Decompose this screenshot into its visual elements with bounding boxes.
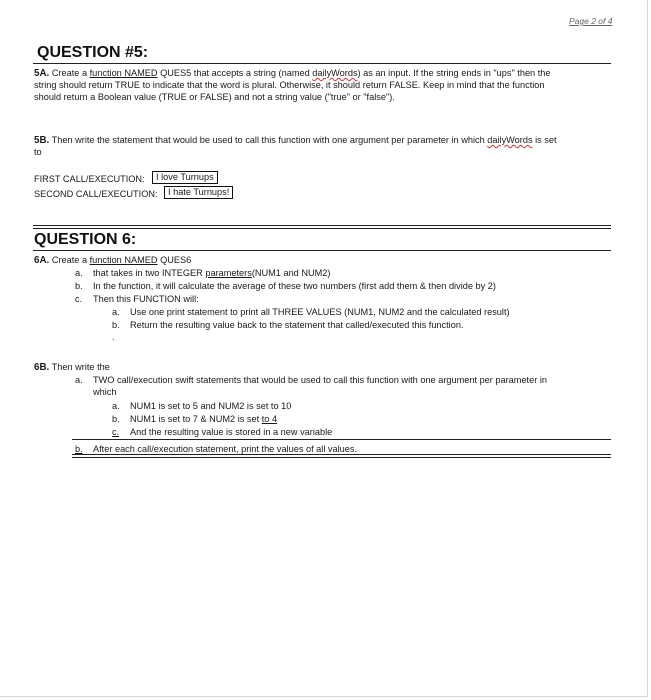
first-call-box: I love Turnups [152, 171, 218, 184]
q6a-subitem-a-text: Use one print statement to print all THREE VALUES (NUM1, NUM2 and the calculated result) [130, 307, 510, 317]
q6a-item-b [75, 280, 496, 292]
q5a-function-link: function NAMED [89, 68, 158, 78]
q5b-dailywords: dailyWords [487, 135, 533, 145]
q6a-item-c-text: Then this FUNCTION will: [93, 294, 199, 304]
q5a-text-post: ) as an input. If the string ends in "ups" then the [357, 68, 551, 78]
q6a-subitem-a [112, 306, 510, 318]
question-5-heading: QUESTION #5: [37, 44, 149, 61]
q6b-subitem-c-text: And the resulting value is stored in a new variable [130, 427, 333, 437]
q6b-to-4-link: to 4 [261, 414, 278, 424]
q6b-subitem-b [112, 413, 277, 425]
q6b-subitem-a-marker: a. [112, 401, 120, 411]
q6b-subitem-a-text: NUM1 is set to 5 and NUM2 is set to 10 [130, 401, 292, 411]
q6a-item-a-pre: that takes in two INTEGER [93, 268, 206, 278]
q6b-text: Then write the [51, 362, 110, 372]
section-divider [33, 225, 611, 229]
q6a-post: QUES6 [157, 255, 192, 265]
q6a-subitem-a-marker: a. [112, 307, 120, 317]
q5b-line-1 [34, 134, 557, 147]
q6b-rule [72, 439, 611, 440]
q6a-item-a [75, 267, 330, 279]
q6a-parameters-link: parameters [205, 268, 252, 278]
question-6-heading: QUESTION 6: [34, 231, 137, 248]
q6b-subitem-c-marker: c. [112, 427, 120, 437]
q6a-item-c [75, 293, 199, 305]
q6b-item-a-line1: TWO call/execution swift statements that would be used to call this function with one argument per parameter in [93, 375, 547, 385]
q6b-item-a-marker: a. [75, 375, 83, 385]
q6b-subitem-c [112, 426, 332, 438]
first-call-label: FIRST CALL/EXECUTION: [34, 174, 145, 184]
q6-heading-rule [33, 250, 611, 251]
q5a-dailywords: dailyWords [312, 68, 358, 78]
q5b-line-2: to [34, 147, 42, 157]
q6b-item-a-line2: which [93, 387, 117, 397]
q6b-label: 6B. [34, 362, 50, 373]
q6b-item-a [75, 374, 547, 386]
q6a-dot: . [112, 332, 115, 342]
q6a-subitem-b-text: Return the resulting value back to the statement that called/executed this function. [130, 320, 464, 330]
first-call-value [152, 171, 218, 184]
q5a-text-pre: Create a [51, 68, 90, 78]
second-call-value [164, 186, 233, 199]
q5b-text-post: is set [532, 135, 557, 145]
q6a-item-b-text: In the function, it will calculate the average of these two numbers (first add them & then divide by 2) [93, 281, 496, 291]
q6a-item-c-marker: c. [75, 294, 83, 304]
q6a-label: 6A. [34, 255, 50, 266]
q6a-function-link: function NAMED [89, 255, 158, 265]
page-number: Page 2 of 4 [569, 16, 613, 26]
q6b-subitem-b-marker: b. [112, 414, 120, 424]
q6b-line [34, 361, 110, 374]
q6a-item-b-marker: b. [75, 281, 83, 291]
q6a-pre: Create a [51, 255, 90, 265]
q6a-subitem-b [112, 319, 464, 331]
q5-heading-rule [33, 63, 611, 64]
q6a-line [34, 254, 191, 267]
q6a-subitem-b-marker: b. [112, 320, 120, 330]
second-call-label: SECOND CALL/EXECUTION: [34, 189, 158, 199]
q6b-subitem-a [112, 400, 291, 412]
q6b-item-b-text: After each call/execution statement, print the values of all values. [93, 444, 358, 454]
q5b-label: 5B. [34, 135, 50, 146]
q5a-line-2: string should return TRUE to indicate that the word is plural. Otherwise, it should return FALSE. Keep in mind that the function [34, 80, 545, 90]
q6a-item-a-post: (NUM1 and NUM2) [251, 268, 331, 278]
q5a-text-mid: QUES5 that accepts a string (named [157, 68, 313, 78]
q6b-item-b-marker: b. [75, 444, 83, 454]
q6a-item-a-marker: a. [75, 268, 83, 278]
q5b-text-pre: Then write the statement that would be used to call this function with one argument per parameter in which [51, 135, 488, 145]
q5a-label: 5A. [34, 68, 50, 79]
second-call-box: I hate Turnups! [164, 186, 233, 199]
q6b-subitem-b-pre: NUM1 is set to 7 & NUM2 is set [130, 414, 262, 424]
q5a-line-3: should return a Boolean value (TRUE or FALSE) and not a string value ("true" or "false"). [34, 92, 395, 102]
q6b-bottom-rule [72, 454, 611, 458]
